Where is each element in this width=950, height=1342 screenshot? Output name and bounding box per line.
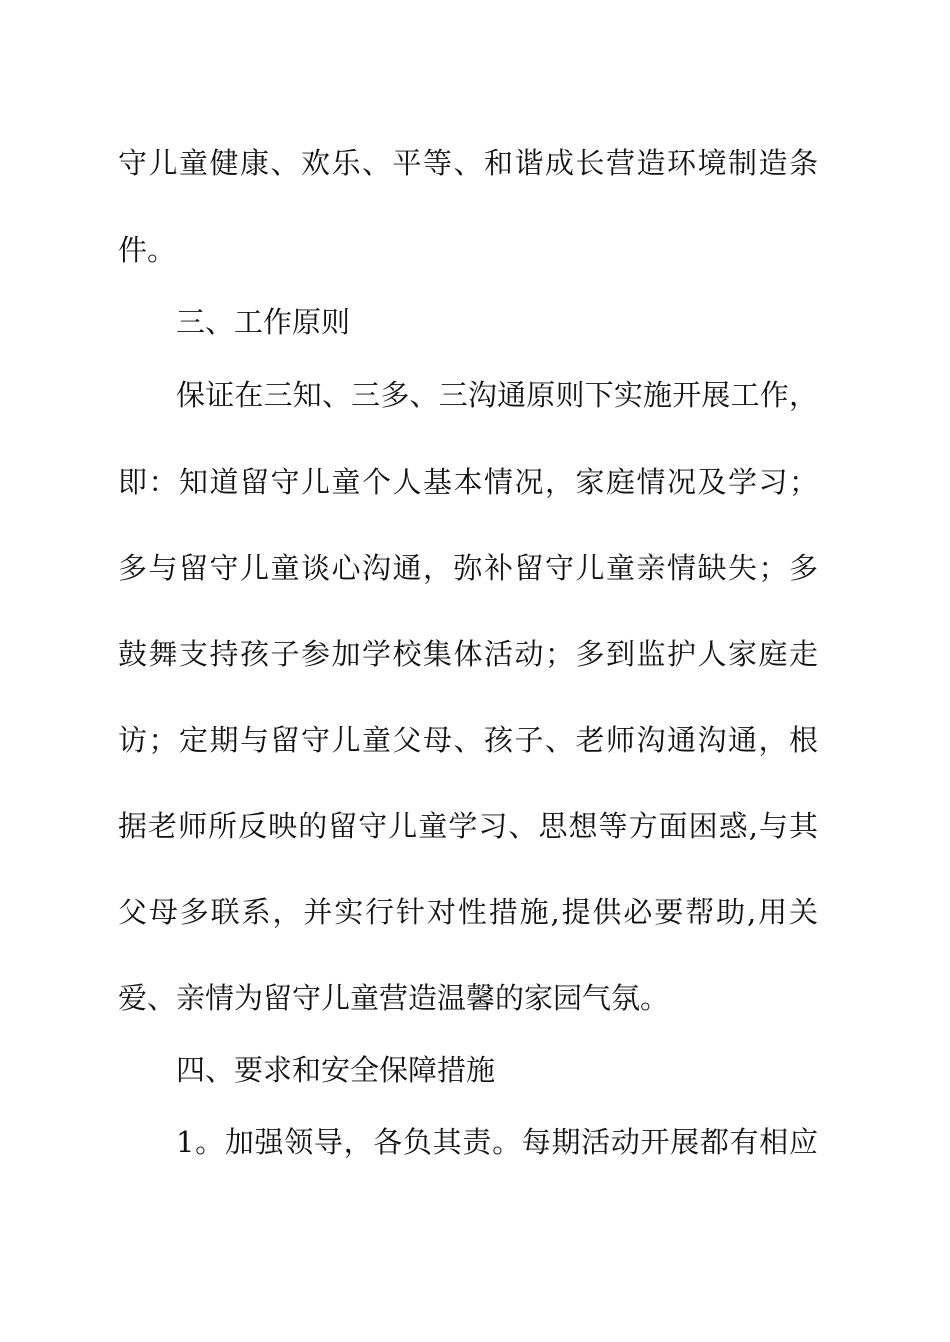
paragraph-line: 1。加强领导，各负其责。每期活动开展都有相应 (176, 1125, 818, 1159)
paragraph-line: 父母多联系，并实行针对性措施,提供必要帮助,用关 (118, 895, 818, 929)
paragraph-line: 访；定期与留守儿童父母、孩子、老师沟通沟通，根 (118, 723, 818, 757)
section-heading: 三、工作原则 (176, 305, 351, 339)
paragraph-line: 守儿童健康、欢乐、平等、和谐成长营造环境制造条 (118, 146, 818, 180)
paragraph-line: 多与留守儿童谈心沟通，弥补留守儿童亲情缺失；多 (118, 551, 818, 585)
paragraph-line: 鼓舞支持孩子参加学校集体活动；多到监护人家庭走 (118, 637, 818, 671)
section-heading: 四、要求和安全保障措施 (176, 1053, 496, 1087)
paragraph-line: 件。 (118, 233, 177, 267)
paragraph-line: 即：知道留守儿童个人基本情况，家庭情况及学习； (118, 465, 818, 499)
paragraph-line: 爱、亲情为留守儿童营造温馨的家园气氛。 (118, 981, 670, 1015)
paragraph-line: 保证在三知、三多、三沟通原则下实施开展工作， (176, 378, 818, 412)
paragraph-line: 据老师所反映的留守儿童学习、思想等方面困惑,与其 (118, 809, 818, 843)
